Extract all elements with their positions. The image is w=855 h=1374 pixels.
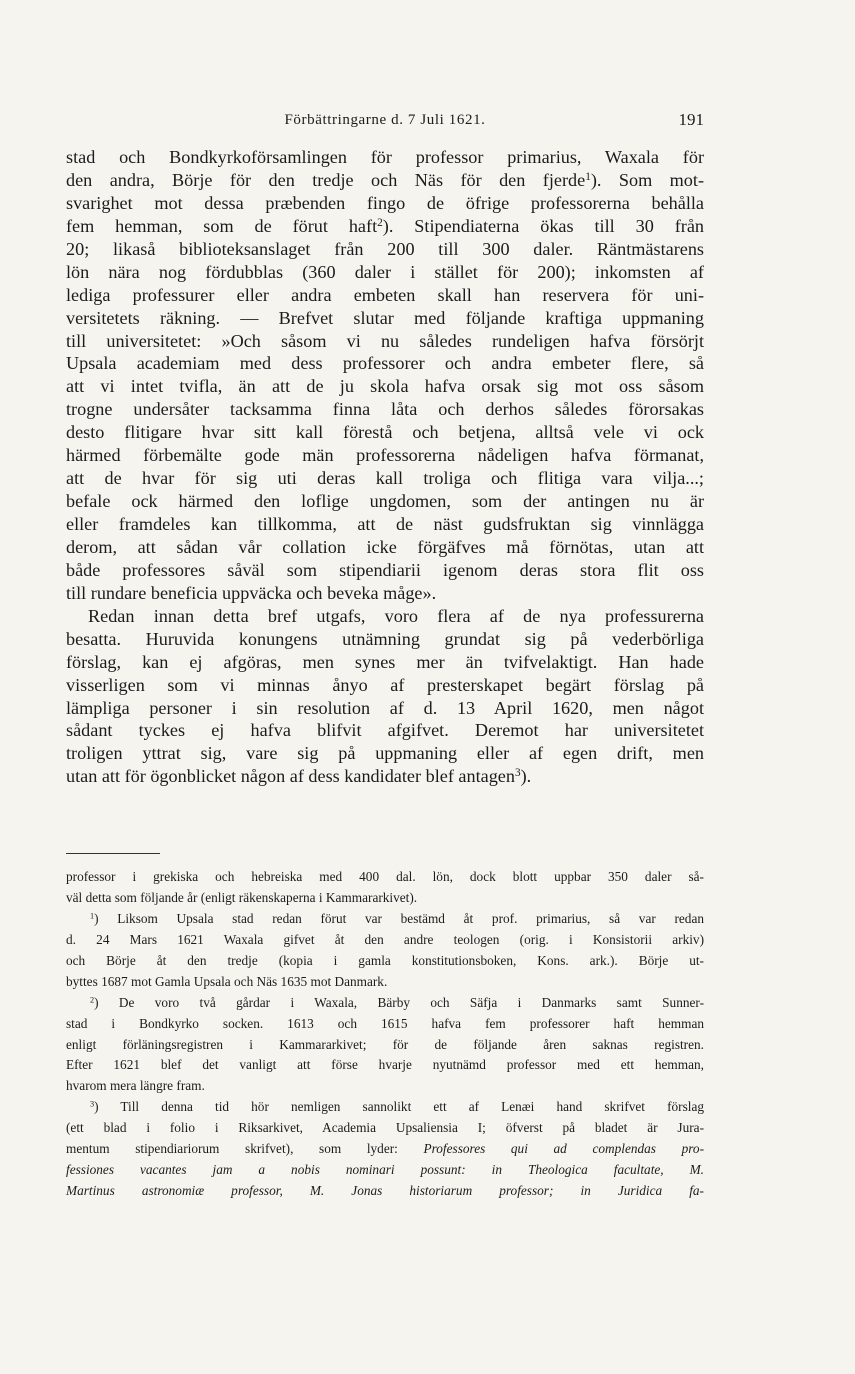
footnote-separator <box>66 853 160 854</box>
footnotes <box>66 867 704 1202</box>
text-line: utan att för ögonblicket någon af dess kandidater blef antagen$^3$). <box>66 766 532 787</box>
text-line: eller framdeles kan tillkomma, att de näst gudsfruktan sig vinnlägga <box>66 514 704 534</box>
footnote-2: $^2$) De voro två gårdar i Waxala, Bärby och Säfja i Danmarks samt Sunner- <box>90 994 704 1010</box>
text-line: förslag, kan ej afgöras, men synes mer än tvifvelaktigt. Han hade <box>66 651 704 672</box>
footnote-line: hvarom mera längre fram. <box>66 1078 205 1094</box>
footnote-marker: 1 <box>90 911 95 921</box>
footnote-continuation-line: väl detta som följande år (enligt räkenskaperna i Kammararkivet). <box>66 889 418 905</box>
text-line: till universitetet: »Och såsom vi nu således rundeligen hafva försörjt <box>66 330 704 351</box>
text-line: Redan innan detta bref utgafs, voro flera af de nya professurerna <box>88 605 704 626</box>
text-line: derom, att sådan vår collation icke förgäfves må förnötas, utan att <box>66 536 704 557</box>
main-text <box>66 146 704 788</box>
text-line: stad och Bondkyrkoförsamlingen för professor primarius, Waxala för <box>66 147 704 167</box>
footnote-ref-2: 2 <box>377 216 383 229</box>
footnote-line: fessiones vacantes jam a nobis nominari possunt: in Theologica facultate, M. <box>66 1162 704 1178</box>
text-line: Upsala academiam med dess professorer och andra embeter flere, så <box>66 353 704 374</box>
footnote-1: $^1$) Liksom Upsala stad redan förut var bestämd åt prof. primarius, så var redan <box>90 910 704 926</box>
text-line: till rundare beneficia uppväcka och beveka måge». <box>66 582 437 603</box>
footnote-line: mentum stipendiariorum skrifvet), som lyder: Professores qui ad complendas pro- <box>66 1141 704 1157</box>
footnote-line: d. 24 Mars 1621 Waxala gifvet åt den andre teologen (orig. i Konsistorii arkiv) <box>66 931 704 947</box>
footnote-ref-3: 3 <box>514 767 521 780</box>
text-line: sådant tyckes ej hafva blifvit afgifvet. Deremot har universitetet <box>66 720 704 741</box>
text-line: desto flitigare hvar sitt kall förestå och betjena, alltså vele vi ock <box>66 422 704 443</box>
running-title: Förbättringarne d. 7 Juli 1621. <box>284 112 486 128</box>
text-line: den andra, Börje för den tredje och Näs för den fjerde$^1$). Som mot- <box>66 169 704 190</box>
footnote-ref-1: 1 <box>585 170 591 183</box>
footnote-3: $^3$) Till denna tid hör nemligen sannolikt ett af Lenæi hand skrifvet förslag <box>90 1099 704 1115</box>
text-line: lön nära nog fördubblas (360 daler i stället för 200); inkomsten af <box>66 261 704 282</box>
footnote-line: enligt förläningsregistren i Kammararkivet; för de följande åren saknas registren. <box>66 1036 704 1052</box>
footnote-marker: 2 <box>90 995 95 1005</box>
footnote-line: (ett blad i folio i Riksarkivet, Academia Upsaliensia I; öfverst på bladet är Jura- <box>66 1120 704 1136</box>
footnote-line: Martinus astronomiæ professor, M. Jonas historiarum professor; in Juridica fa- <box>66 1183 704 1199</box>
text-line: befale ock härmed den loflige ungdomen, som der antingen nu är <box>66 491 704 512</box>
text-line: härmed förbemälte gode män professorerna nådeligen hafva förmanat, <box>66 445 704 466</box>
text-line: lediga professurer eller andra embeten skall han reservera för uni- <box>66 284 704 305</box>
footnote-line: och Börje åt den tredje (kopia i gamla konstitutionsboken, Kons. ark.). Börje ut- <box>66 952 704 968</box>
text-line: svarighet mot dessa præbenden fingo de öfrige professorerna behålla <box>66 192 704 213</box>
text-line: besatta. Huruvida konungens utnämning grundat sig på vederbörliga <box>66 628 704 649</box>
text-line: trogne undersåter tacksamma finna låta och derhos således förorsakas <box>66 399 704 420</box>
text-line: lämpliga personer i sin resolution af d. 13 April 1620, men något <box>66 697 704 718</box>
page-number: 191 <box>678 110 704 129</box>
text-line: visserligen som vi minnas ånyo af presterskapet begärt förslag på <box>66 674 704 695</box>
footnote-line: stad i Bondkyrko socken. 1613 och 1615 hafva fem professorer haft hemman <box>66 1015 704 1031</box>
footnote-continuation-line: professor i grekiska och hebreiska med 400 dal. lön, dock blott uppbar 350 daler så- <box>66 869 704 884</box>
latin-quote: Professores qui ad complendas pro- <box>423 1141 704 1157</box>
text-line: 20; likaså biblioteksanslaget från 200 till 300 daler. Räntmästarens <box>66 238 704 259</box>
footnote-line: byttes 1687 mot Gamla Upsala och Näs 1635 mot Danmark. <box>66 973 388 989</box>
text-line: fem hemman, som de förut haft$^2$). Stipendiaterna ökas till 30 från <box>66 215 704 236</box>
text-line: versitetets räkning. — Brefvet slutar med följande kraftiga uppmaning <box>66 307 704 328</box>
text-line: att vi intet tvifla, än att de ju skola hafva orsak sig mot oss såsom <box>66 376 704 397</box>
text-line: både professores såväl som stipendiarii igenom deras stora flit oss <box>66 559 704 580</box>
text-line: troligen yttrat sig, vare sig på uppmaning eller af egen drift, men <box>66 743 704 764</box>
footnote-marker: 3 <box>90 1099 95 1109</box>
page-header <box>66 112 704 134</box>
footnote-line: Efter 1621 blef det vanligt att förse hvarje nyutnämd professor med ett hemman, <box>66 1057 704 1073</box>
text-line: att de hvar för sig uti deras kall troliga och flitiga vara vilja...; <box>66 468 704 489</box>
